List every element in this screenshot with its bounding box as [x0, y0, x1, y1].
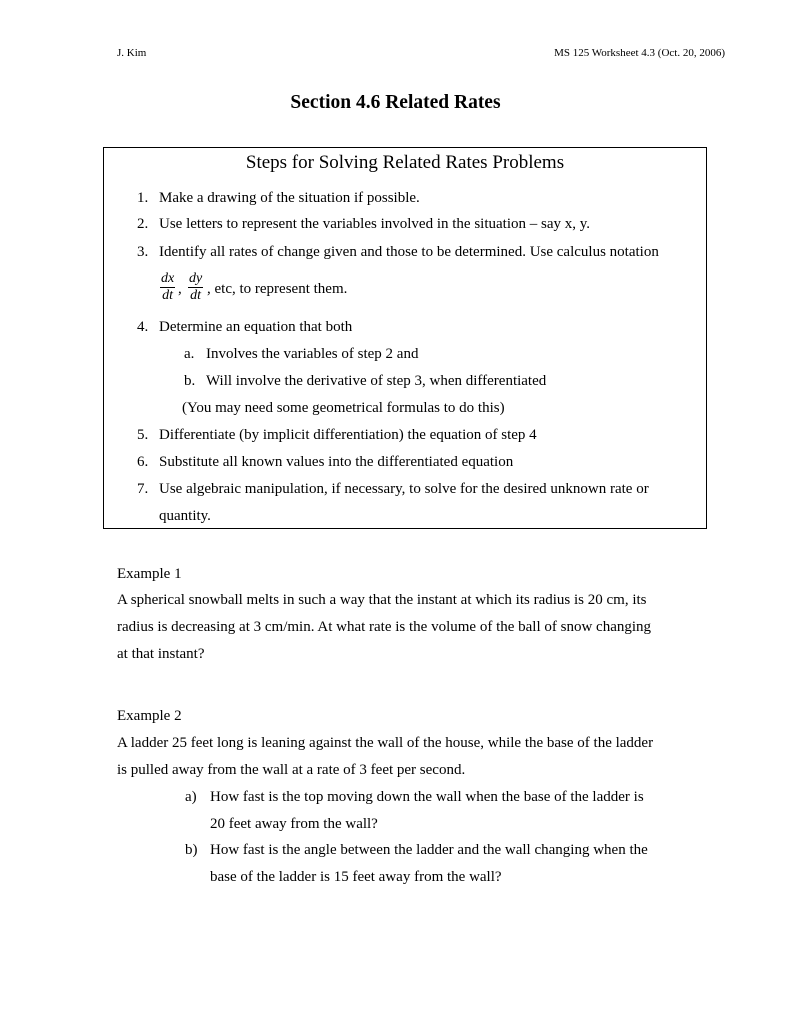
part-label: b) [185, 842, 198, 858]
step-6 [137, 453, 514, 471]
step-4 [137, 318, 353, 336]
step-text: Identify all rates of change given and those to be determined. Use calculus notation [159, 244, 659, 260]
step-4a [184, 345, 419, 363]
fraction-dx-dt [160, 271, 175, 304]
step-number: 7. [137, 481, 149, 497]
step-text: Substitute all known values into the differentiated equation [159, 454, 514, 470]
example-2-part-b [185, 841, 648, 859]
example-2-heading: Example 2 [117, 708, 182, 724]
step-number: 2. [137, 216, 149, 232]
step-1 [137, 189, 420, 207]
fraction-denominator: dt [162, 288, 174, 303]
part-label: a) [185, 789, 197, 805]
example-1-line-1: A spherical snowball melts in such a way that the instant at which its radius is 20 cm, its [117, 592, 647, 608]
page-title: Section 4.6 Related Rates [290, 92, 501, 113]
example-2-part-a [185, 788, 644, 806]
sub-label: b. [184, 373, 196, 389]
step-text: Use letters to represent the variables involved in the situation – say x, y. [159, 216, 591, 232]
fraction-dy-dt [188, 271, 203, 304]
example-1-line-2: radius is decreasing at 3 cm/min. At what rate is the volume of the ball of snow changing [117, 619, 652, 635]
step-number: 3. [137, 244, 149, 260]
step-text: Determine an equation that both [159, 319, 353, 335]
step-text: Use algebraic manipulation, if necessary, to solve for the desired unknown rate or [159, 481, 649, 497]
notation-text: , etc, to represent them. [207, 281, 348, 297]
step-4-note: (You may need some geometrical formulas to do this) [182, 400, 505, 416]
example-1-heading: Example 1 [117, 566, 182, 582]
step-5 [137, 426, 537, 444]
example-2-part-b-continued: base of the ladder is 15 feet away from the wall? [210, 869, 502, 885]
fraction-denominator: dt [190, 288, 202, 303]
fraction-comma: , [178, 281, 182, 297]
step-text: Make a drawing of the situation if possible. [159, 190, 420, 206]
example-2-line-2: is pulled away from the wall at a rate of 3 feet per second. [117, 762, 466, 778]
example-2-line-1: A ladder 25 feet long is leaning against the wall of the house, while the base of the ladder [117, 735, 654, 751]
step-7 [137, 480, 649, 498]
part-text: How fast is the angle between the ladder and the wall changing when the [210, 842, 648, 858]
step-number: 5. [137, 427, 149, 443]
example-1-line-3: at that instant? [117, 646, 205, 662]
step-3 [137, 243, 659, 261]
step-7-continued: quantity. [159, 508, 211, 524]
part-text: How fast is the top moving down the wall when the base of the ladder is [210, 789, 644, 805]
step-2 [137, 215, 591, 233]
step-number: 4. [137, 319, 149, 335]
header-course-info: MS 125 Worksheet 4.3 (Oct. 20, 2006) [554, 47, 725, 59]
header-author: J. Kim [117, 47, 147, 59]
fraction-numerator: dx [161, 271, 175, 286]
sub-label: a. [184, 346, 195, 362]
sub-text: Will involve the derivative of step 3, when differentiated [206, 373, 547, 389]
step-text: Differentiate (by implicit differentiation) the equation of step 4 [159, 427, 537, 443]
example-2-part-a-continued: 20 feet away from the wall? [210, 816, 378, 832]
sub-text: Involves the variables of step 2 and [206, 346, 419, 362]
steps-box-title: Steps for Solving Related Rates Problems [245, 152, 565, 173]
fraction-numerator: dy [189, 271, 203, 286]
step-number: 6. [137, 454, 149, 470]
step-4b [184, 372, 547, 390]
step-number: 1. [137, 190, 149, 206]
